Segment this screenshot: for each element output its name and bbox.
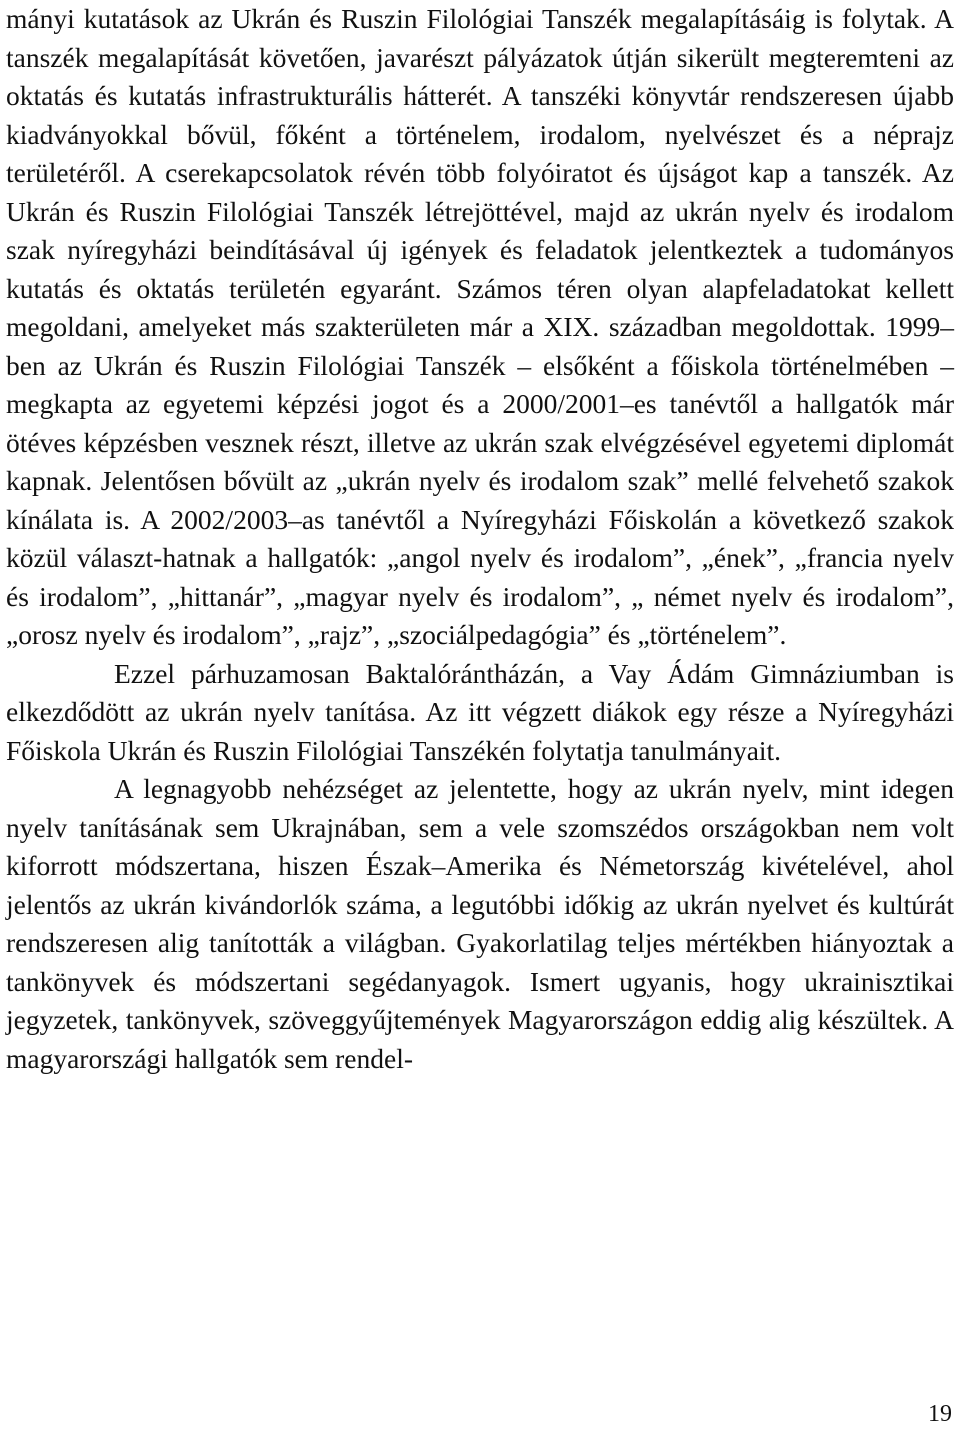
page-number: 19 (928, 1401, 952, 1427)
document-page (6, 0, 954, 1078)
paragraph-1: mányi kutatások az Ukrán és Ruszin Filológiai Tanszék megalapításáig is folytak. A tanszék megalapítását követően, javarészt pályázatok útján sikerült megteremteni az oktatás és kutatás infrastrukturális hátterét. A tanszéki könyvtár rendszeresen újabb kiadványokkal bővül, főként a történelem, irodalom, nyelvészet és a néprajz területéről. A cserekapcsolatok révén több folyóiratot és újságot kap a tanszék. Az Ukrán és Ruszin Filológiai Tanszék létrejöttével, majd az ukrán nyelv és irodalom szak nyíregyházi beindításával új igények és feladatok jelentkeztek a tudományos kutatás és oktatás területén egyaránt. Számos téren olyan alapfeladatokat kellett megoldani, amelyeket más szakterületen már a XIX. században megoldottak. 1999–ben az Ukrán és Ruszin Filológiai Tanszék – elsőként a főiskola történelmében – megkapta az egyetemi képzési jogot és a 2000/2001–es tanévtől a hallgatók már ötéves képzésben vesznek részt, illetve az ukrán szak elvégzésével egyetemi diplomát kapnak. Jelentősen bővült az „ukrán nyelv és irodalom szak” mellé felvehető szakok kínálata is. A 2002/2003–as tanévtől a Nyíregyházi Főiskolán a következő szakok közül választ-hatnak a hallgatók: „angol nyelv és irodalom”, „ének”, „francia nyelv és irodalom”, „hittanár”, „magyar nyelv és irodalom”, „ német nyelv és irodalom”, „orosz nyelv és irodalom”, „rajz”, „szociálpedagógia” és „történelem”. (6, 3, 954, 650)
paragraph-3: A legnagyobb nehézséget az jelentette, hogy az ukrán nyelv, mint idegen nyelv tanításának sem Ukrajnában, sem a vele szomszédos országokban nem volt kiforrott módszertana, hiszen Észak–Amerika és Németország kivételével, ahol jelentős az ukrán kivándorlók száma, a legutóbbi időkig az ukrán nyelvet és kultúrát rendszeresen alig tanították a világban. Gyakorlatilag teljes mértékben hiányoztak a tankönyvek és módszertani segédanyagok. Ismert ugyanis, hogy ukrainisztikai jegyzetek, tankönyvek, szöveggyűjtemények Magyarországon eddig alig készültek. A magyarországi hallgatók sem rendel- (6, 773, 954, 1074)
paragraph-2: Ezzel párhuzamosan Baktalórántházán, a Vay Ádám Gimnáziumban is elkezdődött az ukrán nyelv tanítása. Az itt végzett diákok egy része a Nyíregyházi Főiskola Ukrán és Ruszin Filológiai Tanszékén folytatja tanulmányait. (6, 657, 954, 766)
